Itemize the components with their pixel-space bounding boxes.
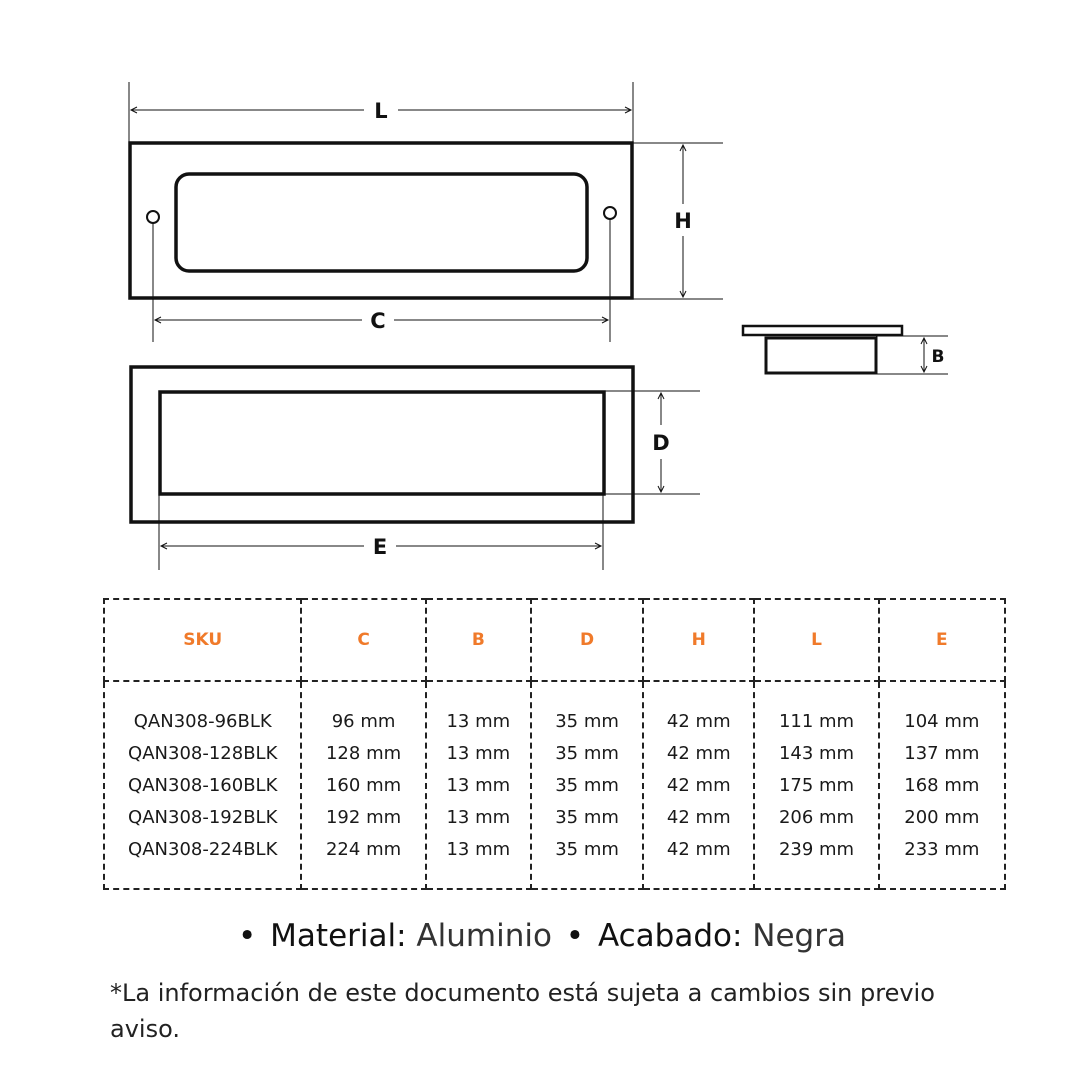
bullet: • [565, 918, 585, 954]
h-cell: 42 mm [666, 775, 731, 796]
sku-cell: QAN308-224BLK [128, 839, 278, 860]
column-l [754, 681, 878, 889]
dim-label-l: L [374, 99, 388, 123]
d-cell: 35 mm [555, 775, 619, 796]
header-sku: SKU [104, 599, 301, 681]
c-cell: 160 mm [325, 775, 402, 796]
c-cell: 192 mm [325, 807, 402, 828]
b-cell: 13 mm [446, 839, 511, 860]
c-cell: 96 mm [331, 711, 396, 732]
finish-label: Acabado: [597, 918, 743, 954]
c-cell: 224 mm [325, 839, 402, 860]
column-sku [104, 681, 301, 889]
sku-cell: QAN308-96BLK [133, 711, 272, 732]
header-b: B [426, 599, 531, 681]
screw-hole-right [604, 207, 616, 219]
e-cell: 104 mm [904, 711, 980, 732]
dim-label-h: H [674, 209, 692, 233]
table-body-row [104, 681, 1005, 889]
l-cell: 206 mm [778, 807, 855, 828]
column-d [531, 681, 643, 889]
c-cell: 128 mm [325, 743, 402, 764]
b-cell: 13 mm [446, 807, 511, 828]
d-cell: 35 mm [555, 711, 619, 732]
header-h: H [643, 599, 754, 681]
l-cell: 175 mm [778, 775, 855, 796]
header-l: L [754, 599, 878, 681]
h-cell: 42 mm [666, 743, 731, 764]
e-cell: 233 mm [904, 839, 980, 860]
material-label: Material: [270, 918, 407, 954]
d-cell: 35 mm [555, 839, 619, 860]
material-finish-line [0, 918, 1080, 954]
b-cell: 13 mm [446, 775, 511, 796]
e-cell: 168 mm [904, 775, 980, 796]
dim-label-d: D [652, 431, 670, 455]
disclaimer: *La información de este documento está sujeta a cambios sin previo aviso. [110, 979, 935, 1043]
side-view-body [766, 338, 876, 373]
column-h [643, 681, 754, 889]
l-cell: 239 mm [778, 839, 855, 860]
sku-cell: QAN308-192BLK [128, 807, 278, 828]
dim-label-c: C [370, 309, 386, 333]
column-e [879, 681, 1005, 889]
h-cell: 42 mm [666, 711, 731, 732]
header-d: D [531, 599, 643, 681]
e-cell: 137 mm [904, 743, 980, 764]
dim-label-b: B [931, 347, 945, 367]
material-value: Aluminio [416, 918, 552, 954]
bullet: • [238, 918, 257, 954]
top-view-outer-plate [130, 143, 632, 298]
d-cell: 35 mm [555, 743, 619, 764]
side-view-flange [743, 326, 902, 335]
h-cell: 42 mm [666, 807, 731, 828]
d-cell: 35 mm [555, 807, 619, 828]
top-view-recess [176, 174, 587, 271]
bottom-view-inner-body [160, 392, 604, 494]
finish-value: Negra [752, 918, 846, 954]
header-e: E [879, 599, 1005, 681]
sku-cell: QAN308-128BLK [128, 743, 278, 764]
l-cell: 111 mm [778, 711, 855, 732]
dim-label-e: E [372, 535, 388, 559]
sku-cell: QAN308-160BLK [128, 775, 278, 796]
table-header-row [104, 599, 1005, 681]
h-cell: 42 mm [666, 839, 731, 860]
screw-hole-left [147, 211, 159, 223]
b-cell: 13 mm [446, 711, 511, 732]
column-c [301, 681, 425, 889]
column-b [426, 681, 531, 889]
b-cell: 13 mm [446, 743, 511, 764]
spec-table [103, 598, 1006, 890]
l-cell: 143 mm [778, 743, 855, 764]
header-c: C [301, 599, 425, 681]
e-cell: 200 mm [904, 807, 980, 828]
